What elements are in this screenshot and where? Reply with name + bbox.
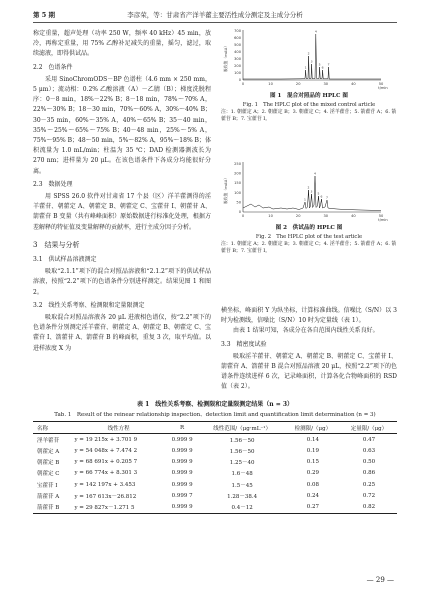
x-tick-label: 10	[268, 214, 273, 218]
paragraph: 吸取淫羊藿苷、朝藿定 A、朝藿定 B、朝藿定 C、宝藿苷 I、箭藿苷 A、箭藿苷 B 混合对照品溶液 20 μL，按照“2.2”项下的色谱条件连续进样 6 次，记录峰面积，计算各化合物峰面积的 RSD 值（表 2）。	[221, 352, 397, 391]
table-cell: 0.86	[362, 470, 376, 477]
y-tick-label: 200	[234, 64, 241, 68]
table-cell: 0.72	[362, 492, 376, 499]
subsection-heading: 3.3 精密度试验	[221, 340, 267, 348]
table-1-caption-zh: 表 1 线性关系考察、检测限和定量限测定结果（n = 3）	[136, 401, 293, 408]
running-header	[33, 8, 397, 23]
table-cell: 朝藿定 A	[37, 448, 60, 455]
right-column	[221, 306, 397, 393]
table-cell: 0.14	[306, 436, 320, 443]
table-row	[33, 445, 397, 456]
x-tick-label: 20	[295, 82, 301, 86]
x-tick-label: 40	[351, 214, 356, 218]
paragraph: 采用 SinoChromODS－BP 色谱柱（4.6 mm × 250 mm，5 μm）；流动相：0.2% 乙酸溶液（A）－乙腈（B）；梯度洗脱程序：0－8 min，18%－22% B；8－18 min，78%～70% A，22%～30% B；18－30 min，70%～60% A，30%～40% B；30－35 min，60%～35% A，40%～65% B；35－40 min，35%～25%～65%～75% B；40－48 min，25%～5% A，75%～95% B；48～50 min，5%～82% A，95%～18% B；体积流量为 1.0 mL/min；柱温为 35 ℃；DAD 检测器测波长为 270 nm；进样量为 20 μL。在该色谱条件下各成分均能很好分离。	[33, 75, 211, 175]
peak-label: 1	[304, 65, 307, 70]
table-cell: 1.56－50	[229, 448, 255, 455]
figure-1-caption-zh: 图 1 混合对照品的 HPLC 图	[270, 93, 348, 99]
running-title: 李彦荣，等：甘肃省产洋羊藿主要活性成分测定及主成分分析	[127, 11, 303, 19]
y-tick-label: 0	[238, 210, 241, 214]
y-tick-label: 0	[238, 78, 241, 82]
table-cell: 0.29	[306, 470, 320, 477]
table-cell: 0.47	[362, 436, 376, 443]
table-cell: 0.08	[306, 481, 320, 488]
column-header: R	[180, 424, 185, 431]
y-tick-label: 200	[234, 171, 241, 176]
paragraph: 吸取混合对照品溶液各 20 μL 进液相色谱仪，按“2.2”项下的色谱条件分别测定淫羊藿苷、朝藿定 A、朝藿定 B、朝藿定 C、宝藿苷 I、箭藿苷 A、箭藿苷 B 的峰面积，重复 3 次，取平均值。以进样浓度 X 为	[33, 314, 211, 352]
figure-2	[221, 158, 397, 255]
subsection-heading: 3.1 供试样品溶液测定	[33, 256, 97, 264]
table-cell: y = 19 215x + 3.701 9	[74, 436, 138, 443]
table-cell: 淫羊藿苷	[37, 437, 60, 444]
linearity-table	[33, 421, 397, 514]
table-cell: 0.999 9	[171, 459, 193, 466]
table-cell: 箭藿苷 A	[37, 493, 60, 500]
column-header: 定量限/（μg）	[350, 425, 388, 432]
paragraph: 用 SPSS 26.0 软件对甘肃省 17 个县（区）洋羊藿测得的淫羊藿苷、朝藿定 A、朝藿定 B、朝藿定 C、宝藿苷 I、朝藿苷 A、箭藿苷 B 变量（共有峰峰面积）原始数据进行标准化处理，根据方差解释的特征值及变量解释的贡献率，进行主成分因子分析。	[33, 193, 211, 231]
y-tick-label: 250	[234, 162, 241, 166]
table-cell: 0.15	[306, 459, 320, 466]
y-axis-title: 吸收值（mAU）	[223, 175, 228, 205]
x-tick-label: 0	[241, 82, 245, 86]
table-cell: 0.82	[362, 503, 376, 510]
table-cell: 0.999 9	[171, 481, 193, 488]
table-cell: 0.999 7	[171, 492, 193, 499]
peak-label: 3	[310, 59, 313, 64]
x-tick-label: 20	[295, 214, 301, 218]
table-1	[33, 399, 397, 514]
column-header: 线性方程	[107, 425, 130, 432]
table-cell: 0.999 9	[171, 447, 193, 454]
table-cell: 0.19	[306, 447, 320, 454]
y-tick-label: 600	[234, 36, 241, 40]
table-cell: 箭藿苷 B	[37, 504, 60, 511]
table-cell: 0.27	[306, 503, 320, 510]
table-cell: y = 54 048x + 7.474 2	[74, 447, 138, 454]
column-header: 线性范围/（μg·mL⁻¹）	[213, 425, 271, 432]
peak-label: 2	[307, 51, 310, 56]
subsection-heading: 2.3 数据处理	[33, 180, 73, 188]
table-cell: 1.25－40	[229, 460, 255, 467]
x-tick-label: 30	[323, 82, 329, 86]
table-cell: y = 66 774x + 8.301 3	[74, 470, 138, 477]
table-cell: 朝藿定 B	[37, 460, 60, 467]
peak-label: 5	[317, 191, 320, 196]
table-cell: 0.999 9	[171, 436, 193, 443]
column-header: 检测限/（μg）	[294, 425, 332, 432]
table-1-caption-en: Tab. 1 Result of the reinear relationship inspection、detection limit and quantification limit determination (n = 3)	[54, 412, 376, 418]
table-row	[33, 468, 397, 479]
table-cell: 1.28－38.4	[227, 493, 258, 500]
table-cell: 0.50	[362, 459, 376, 466]
peak-label: 2	[307, 185, 310, 190]
table-cell: 0.4－12	[231, 504, 253, 511]
y-tick-label: 500	[234, 43, 241, 47]
peak-label: 4	[314, 171, 316, 176]
y-tick-label: 300	[234, 57, 241, 61]
peak-label: 1	[304, 197, 306, 202]
table-cell: y = 167 613x－26.812	[74, 493, 137, 500]
table-cell: 1.5－45	[231, 482, 253, 489]
peak-label: 6	[321, 65, 324, 70]
x-tick-label: 30	[323, 214, 329, 218]
column-header: 名称	[37, 425, 49, 432]
y-tick-label: 100	[234, 190, 241, 195]
table-cell: 1.56－50	[229, 437, 255, 444]
y-tick-label: 150	[234, 181, 241, 186]
x-tick-label: 0	[241, 214, 245, 218]
issue-number: 第 5 期	[33, 11, 56, 19]
table-row	[33, 490, 397, 501]
peak-label: 7	[326, 195, 328, 200]
x-tick-label: 50	[378, 82, 384, 86]
figure-2-caption-zh: 图 2 供试品的 HPLC 图	[275, 225, 343, 231]
y-tick-label: 400	[234, 50, 241, 54]
section-heading: 3 结果与分析	[33, 240, 80, 249]
y-axis-title: 吸收值（mAU）	[223, 43, 228, 73]
y-tick-label: 700	[234, 29, 241, 33]
chromatogram-trace	[243, 34, 381, 79]
x-axis-title: t/min	[378, 218, 388, 222]
table-header-row	[33, 422, 397, 434]
table-cell: 0.25	[362, 481, 376, 488]
page-number: — 29 —	[366, 576, 394, 584]
paragraph: 吸取“2.1.1”项下的混合对照品溶液和“2.1.2”项下的供试样品溶液，按照“2.2”项下的色谱条件分别进样测定。结果见图 1 和图 2。	[33, 268, 211, 296]
table-row	[33, 479, 397, 490]
paragraph: 称定重量，超声处理（功率 250 W，频率 40 kHz）45 min，放冷，再称定重量，用 75% 乙醇补足减失的重量，摇匀，滤过，取续滤液，即得供试品。	[33, 30, 211, 58]
table-cell: y = 29 827x－1.271 5	[74, 504, 135, 511]
table-cell: 0.999 9	[171, 503, 193, 510]
x-tick-label: 10	[268, 82, 273, 86]
table-row	[33, 434, 397, 446]
table-cell: 0.63	[362, 447, 376, 454]
x-axis-title: t/min	[378, 86, 388, 90]
x-tick-label: 50	[378, 214, 384, 218]
paragraph: 横坐标，峰面积 Y 为纵坐标，计算标准曲线。信噪比（S/N）以 3 时为检测线，信噪比（S/N）10 时为定量线（表 1）。	[221, 307, 397, 325]
peak-label: 7	[327, 62, 330, 67]
figure-2-note: 注：1. 朝藿定 A；2. 朝藿定 B；3. 朝藿定 C；4. 淫羊藿苷；5. 箭藿苷 A；6. 箭藿苷 B；7. 宝藿苷 I。	[221, 241, 397, 254]
y-tick-label: 100	[234, 71, 241, 75]
table-row	[33, 457, 397, 468]
table-cell: y = 68 691x + 0.205 7	[74, 459, 138, 466]
table-cell: 1.6－48	[231, 471, 253, 478]
chromatogram-2	[221, 158, 397, 222]
peak-label: 5	[318, 62, 321, 67]
peak-label: 6	[320, 194, 323, 199]
peak-label: 4	[314, 29, 317, 34]
subsection-heading: 2.2 色谱条件	[33, 63, 73, 71]
figure-1	[221, 26, 397, 123]
table-cell: y = 142 197x + 3.453	[74, 481, 136, 488]
figure-1-note: 注：1. 朝藿定 A；2. 朝藿定 B；3. 朝藿定 C；4. 淫羊藿苷；5. 箭藿苷 A；6. 箭藿苷 B；7. 宝藿苷 I。	[221, 109, 397, 122]
y-tick-label: 50	[236, 200, 241, 205]
paragraph: 由表 1 结果可知，各成分在各自范围内线性关系良好。	[233, 327, 379, 335]
x-tick-label: 40	[351, 82, 356, 86]
chromatogram-1	[221, 26, 397, 90]
left-column	[33, 29, 211, 354]
figure-1-caption-en: Fig. 1 The HPLC plot of the mixed control article	[242, 102, 376, 108]
table-row	[33, 501, 397, 513]
subsection-heading: 3.2 线性关系考察、检测限和定量限测定	[33, 301, 145, 309]
peak-label: 3	[310, 189, 313, 194]
table-cell: 朝藿定 C	[37, 471, 60, 478]
table-cell: 0.24	[306, 492, 320, 499]
table-cell: 0.999 9	[171, 470, 193, 477]
figure-2-caption-en: Fig. 2 The HPLC plot of the test article	[255, 234, 363, 240]
table-cell: 宝藿苷 I	[37, 482, 58, 489]
